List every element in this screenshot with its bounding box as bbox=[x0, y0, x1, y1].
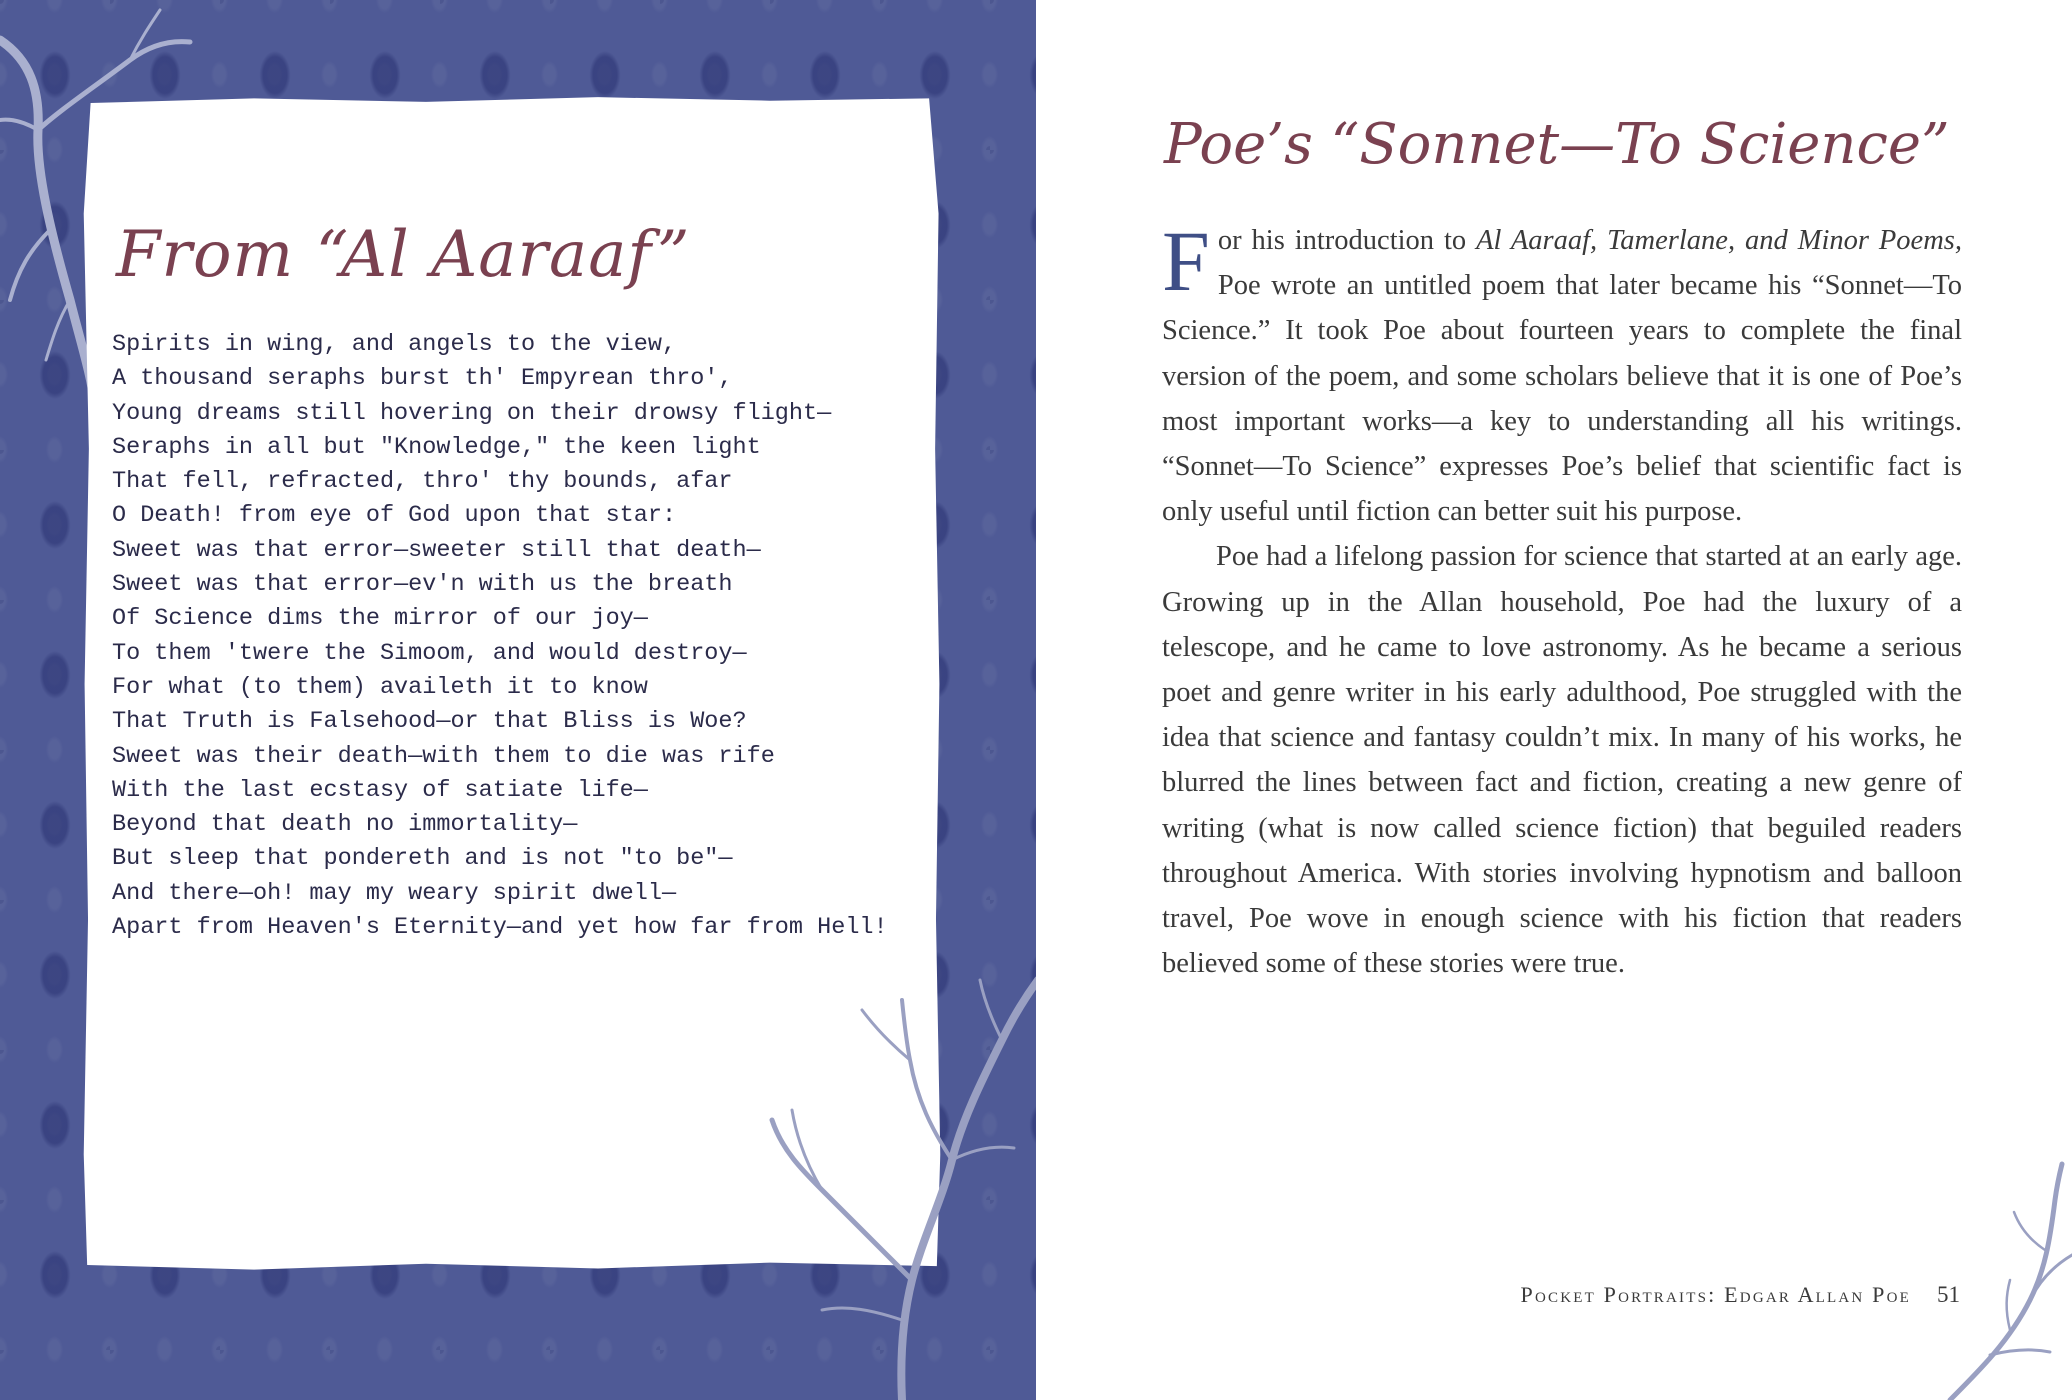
poem-line: Sweet was their death—with them to die was rife bbox=[112, 742, 775, 770]
article-body bbox=[1162, 213, 1963, 986]
poem-line: O Death! from eye of God upon that star: bbox=[112, 502, 677, 530]
poem-line: Apart from Heaven's Eternity—and yet how far from Hell! bbox=[112, 914, 888, 942]
poem-line: Of Science dims the mirror of our joy— bbox=[112, 605, 648, 633]
tree-branch-icon bbox=[1930, 1160, 2072, 1400]
article-title: Poe’s “Sonnet—To Science” bbox=[1164, 112, 1950, 177]
poem-line: To them 'twere the Simoom, and would destroy— bbox=[112, 639, 747, 667]
poem-line: Sweet was that error—ev'n with us the breath bbox=[112, 571, 733, 599]
page-footer bbox=[1424, 1282, 1960, 1308]
poem-line: That Truth is Falsehood—or that Bliss is Woe? bbox=[112, 708, 747, 736]
book-title: Al Aaraaf, Tamerlane, and Minor Poems, bbox=[1476, 225, 1963, 256]
drop-cap: F bbox=[1162, 213, 1210, 309]
poem-title: From “Al Aaraaf” bbox=[116, 218, 691, 292]
poem-line: Young dreams still hovering on their drowsy flight— bbox=[112, 399, 832, 427]
poem-line: Beyond that death no immortality— bbox=[112, 811, 578, 839]
poem-line: But sleep that pondereth and is not "to be"— bbox=[112, 845, 733, 873]
article-paragraph: Poe had a lifelong passion for science that started at an early age. Growing up in the Allan household, Poe had the luxury of a telescope, and he came to love astronomy. As he became a serious poet and genre writer in his early adulthood, Poe struggled with the idea that science and fantasy couldn’t mix. In many of his works, he blurred the lines between fact and fiction, creating a new genre of writing (what is now called science fiction) that beguiled readers throughout America. With stories involving hypnotism and balloon travel, Poe wove in enough science with his fiction that readers believed some of these stories were true. bbox=[1162, 541, 1962, 980]
page-number: 51 bbox=[1937, 1282, 1960, 1307]
paragraph-text: or his introduction to bbox=[1217, 225, 1477, 256]
poem-line: That fell, refracted, thro' thy bounds, afar bbox=[112, 468, 733, 496]
poem-line: And there—oh! may my weary spirit dwell— bbox=[112, 879, 677, 907]
running-head: Pocket Portraits: Edgar Allan Poe bbox=[1520, 1282, 1911, 1307]
poem-line: Seraphs in all but "Knowledge," the keen light bbox=[112, 433, 761, 461]
poem-excerpt bbox=[112, 328, 888, 945]
poem-line: For what (to them) availeth it to know bbox=[112, 673, 648, 701]
poem-line: Sweet was that error—sweeter still that death— bbox=[112, 536, 761, 564]
paragraph-text: Poe wrote an untitled poem that later became his “Sonnet—To Science.” It took Poe about fourteen years to complete the final version of the poem, and some scholars believe that it is one of Poe’s most important works—a key to understanding all his writings. “Sonnet—To Science” expresses Poe’s belief that scientific fact is only useful until fiction can better suit his purpose. bbox=[1162, 270, 1962, 528]
article-paragraph bbox=[1162, 213, 1963, 534]
poem-line: A thousand seraphs burst th' Empyrean thro', bbox=[112, 365, 733, 393]
poem-line: Spirits in wing, and angels to the view, bbox=[112, 331, 677, 358]
poem-line: With the last ecstasy of satiate life— bbox=[112, 776, 648, 804]
